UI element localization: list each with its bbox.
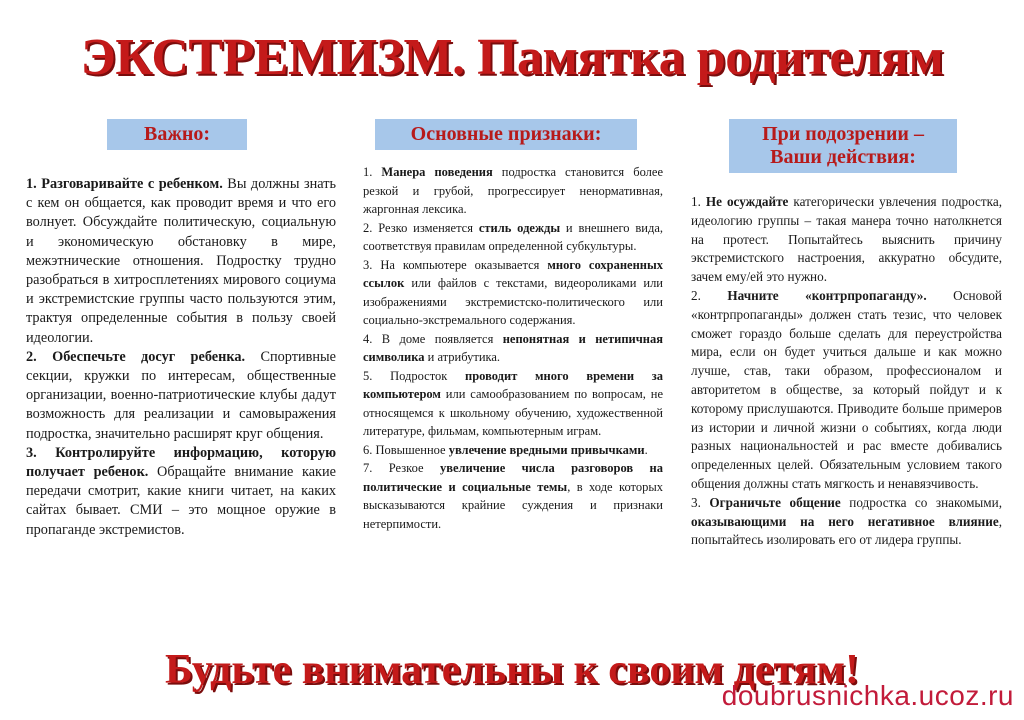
item-bold: Разговаривайте с ребенком. bbox=[41, 176, 223, 192]
item-pre: Резко изменяется bbox=[378, 220, 479, 235]
item-text: , в ходе которых высказываются крайние суждения и признаки нетерпимости. bbox=[363, 479, 663, 531]
page-title: ЭКСТРЕМИЗМ. Памятка родителям bbox=[80, 29, 944, 86]
item-bold: Контролируйте информацию, которую получает ребенок. bbox=[26, 444, 336, 481]
list-item bbox=[691, 494, 1002, 550]
item-number: 2. bbox=[691, 287, 701, 303]
footer-slogan: Будьте внимательны к своим детям! bbox=[165, 647, 859, 693]
item-bold: непонятная и нетипичная символика bbox=[363, 331, 663, 364]
column-important bbox=[26, 175, 336, 540]
item-bold: Манера поведения bbox=[381, 165, 493, 179]
item-number: 1. bbox=[26, 176, 37, 192]
item-bold: стиль одежды bbox=[478, 220, 561, 235]
item-number: 4. bbox=[363, 331, 373, 346]
list-item bbox=[363, 219, 663, 256]
item-pre: Резкое bbox=[388, 461, 440, 475]
item-number: 2. bbox=[26, 348, 37, 365]
item-pre: В доме появляется bbox=[381, 331, 503, 346]
item-text: или самообразованием по вопросам, не относящемся к школьному обучению, художественной литературе, фильмам, компьютерным играм. bbox=[363, 387, 663, 438]
item-bold: Обеспечьте досуг ребенка. bbox=[52, 348, 246, 365]
item-text: Обращайте внимание какие передачи смотрит, какие книги читает, на каких сайтах бывает. СМИ – это мощное оружие в пропаганде экстремистов. bbox=[26, 464, 336, 538]
item-bold: Не осуждайте bbox=[705, 194, 789, 209]
item-bold: увеличение числа разговоров на политические и социальные темы bbox=[363, 461, 663, 494]
item-text: или файлов с текстами, видеороликами или изображениями экстремистско-политического или социально-экстремального содержания. bbox=[363, 276, 663, 327]
item-number: 6. bbox=[363, 442, 373, 457]
list-item bbox=[363, 459, 663, 533]
item-text: подростка становится более резкой и грубой, прогрессирует ненормативная, жаргонная лексика. bbox=[363, 165, 663, 216]
heading-important: Важно: bbox=[107, 119, 247, 150]
item-number: 3. bbox=[691, 494, 701, 510]
list-item bbox=[691, 193, 1002, 287]
item-text: категорически увлечения подростка, идеологию группы – такая манера точно натолкнется на протест. Попытайтесь выяснить причину экстремистского настроения, аккуратно обсудите, зачем ему/ей это нужно. bbox=[691, 194, 1003, 285]
item-pre: На компьютере оказывается bbox=[380, 257, 548, 272]
item-pre: Подросток bbox=[390, 368, 466, 383]
item-text: и внешнего вида, соответствуя правилам определенной субкультуры. bbox=[363, 220, 663, 253]
list-item bbox=[691, 287, 1002, 494]
item-text: , попытайтесь изолировать его от лидера группы. bbox=[691, 513, 1002, 548]
item-text: . bbox=[644, 442, 648, 457]
item-text: и атрибутика. bbox=[424, 350, 501, 364]
list-item bbox=[363, 256, 663, 330]
item-bold: Начните «контрпропаганду». bbox=[727, 287, 927, 303]
list-item bbox=[26, 348, 336, 444]
watermark: doubrusnichka.ucoz.ru bbox=[721, 680, 1014, 711]
item-number: 3. bbox=[26, 444, 37, 461]
item-bold: много сохраненных ссылок bbox=[363, 257, 664, 290]
item-bold: оказывающими на него негативное влияние bbox=[691, 513, 999, 529]
item-text: Вы должны знать с кем он общается, как проводит время и что его волнует. Обсуждайте политическую, социальную и экономическую обстановку в мире, межэтнические отношения. Подростку трудно разобраться в хитросплетениях мирового социума и экстремистские группы часто пользуются этим, трактуя определенные события в пользу своей идеологии. bbox=[26, 176, 336, 346]
item-bold: увлечение вредными привычками bbox=[448, 442, 645, 457]
item-number: 7. bbox=[363, 461, 373, 475]
item-text: подростка со знакомыми, bbox=[840, 494, 1002, 510]
list-item bbox=[363, 367, 663, 441]
item-number: 1. bbox=[363, 165, 373, 179]
item-text: Основой «контрпропаганды» должен стать тезис, что человек сможет гораздо больше сделать для переустройства мира, если он будет учиться дальше и как можно лучше, став, таки образом, профессионалом и авторитетом в обществе, за который пойдут и к которому прислушаются. Приводите больше примеров из истории и личной жизни о событиях, когда люди разных национальностей и рас вместе добивались определенных целей. Обязательным условием такого общения должны стать мягкость и ненавязчивость. bbox=[691, 287, 1002, 491]
column-actions bbox=[691, 193, 1002, 550]
list-item bbox=[363, 330, 663, 367]
item-number: 2. bbox=[363, 220, 373, 235]
heading-actions: При подозрении – Ваши действия: bbox=[729, 119, 957, 173]
list-item bbox=[26, 175, 336, 348]
list-item bbox=[26, 444, 336, 540]
item-bold: проводит много времени за компьютером bbox=[363, 368, 663, 401]
item-number: 5. bbox=[363, 368, 373, 383]
item-pre: Повышенное bbox=[375, 442, 449, 457]
item-number: 3. bbox=[363, 257, 373, 272]
list-item bbox=[363, 163, 663, 219]
list-item bbox=[363, 441, 663, 460]
item-number: 1. bbox=[691, 194, 701, 209]
heading-signs: Основные признаки: bbox=[375, 119, 637, 150]
item-bold: Ограничьте общение bbox=[709, 494, 841, 510]
item-text: Спортивные секции, кружки по интересам, общественные организации, военно-патриотические клубы дадут возможность для реализации и самовыражения подростка, значительно расширят круг общения. bbox=[26, 348, 337, 442]
column-signs bbox=[363, 163, 663, 533]
